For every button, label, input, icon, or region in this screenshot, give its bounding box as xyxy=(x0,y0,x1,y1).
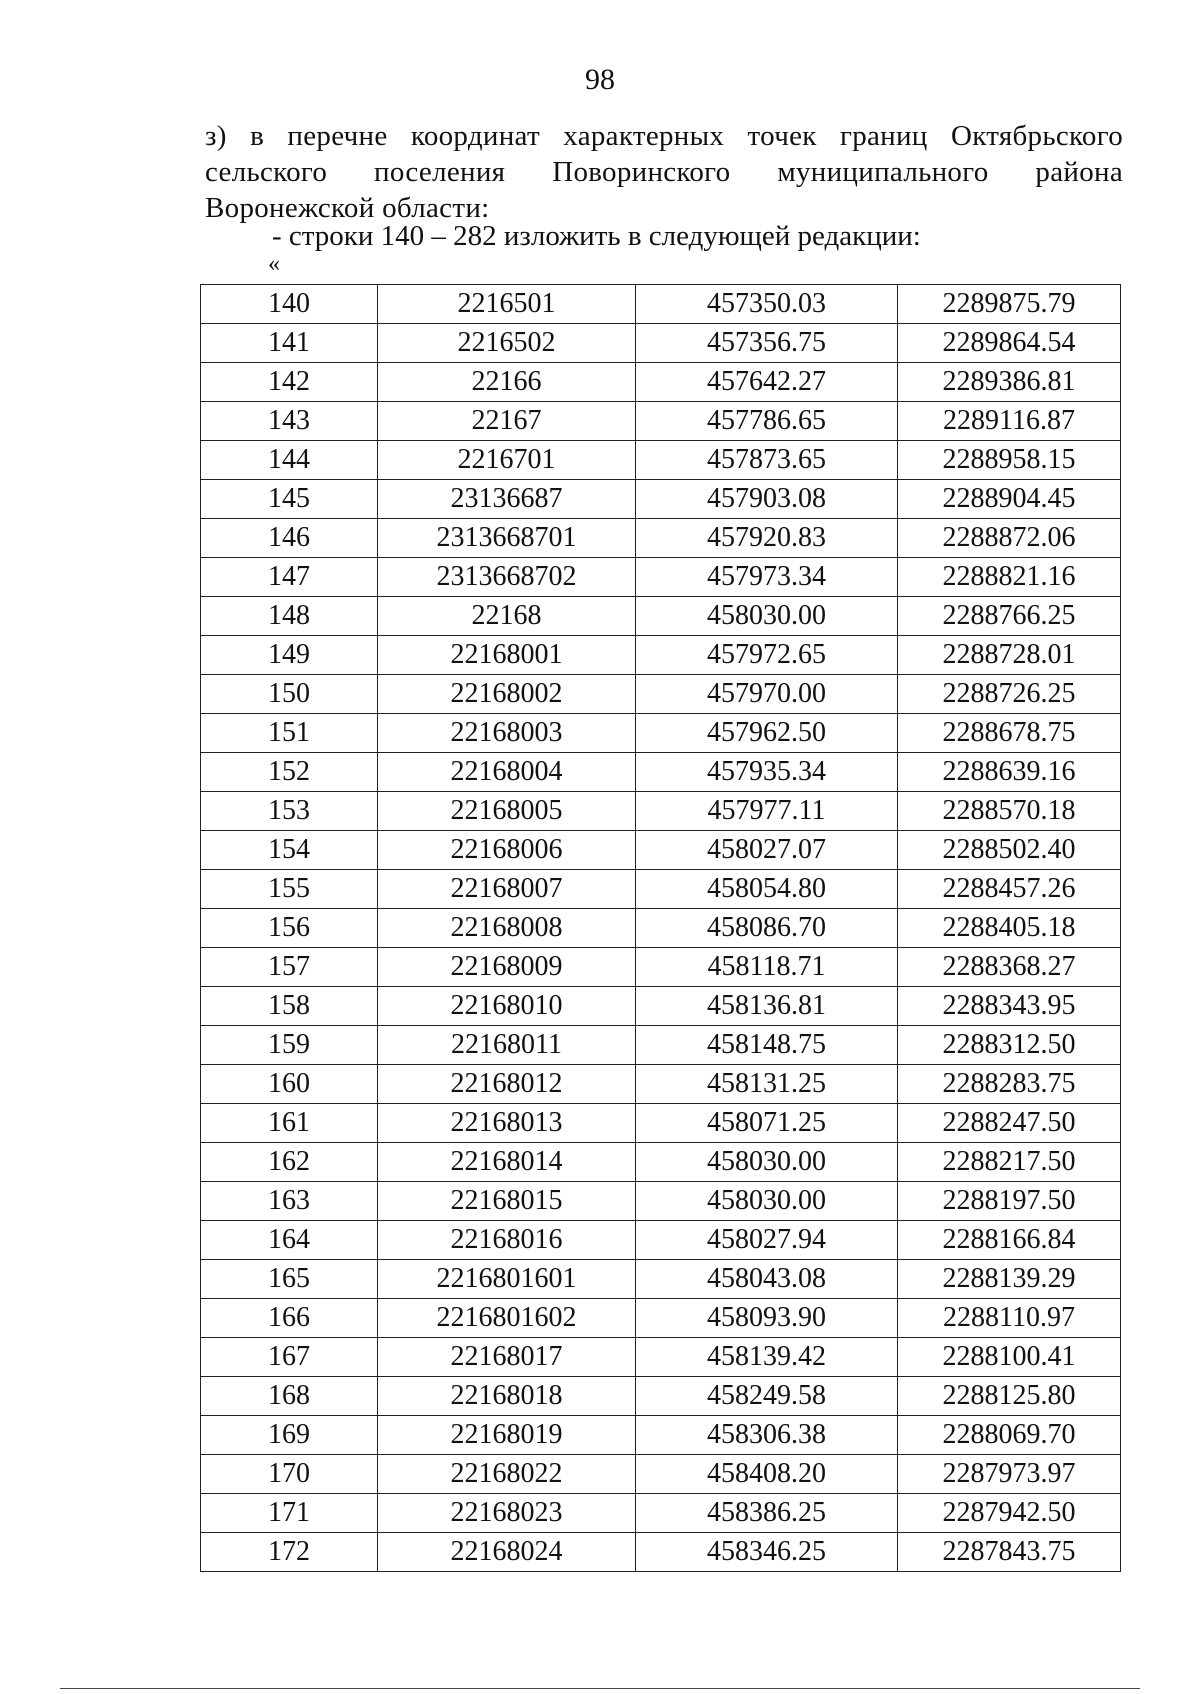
table-row xyxy=(201,1377,1121,1416)
row-number-cell: 165 xyxy=(201,1260,378,1299)
row-number-cell: 149 xyxy=(201,636,378,675)
x-coordinate-cell: 457903.08 xyxy=(636,480,898,519)
point-id-cell: 2313668702 xyxy=(378,558,636,597)
row-number-cell: 166 xyxy=(201,1299,378,1338)
row-number-cell: 143 xyxy=(201,402,378,441)
y-coordinate-cell: 2288502.40 xyxy=(898,831,1121,870)
row-number-cell: 151 xyxy=(201,714,378,753)
point-id-cell: 2216801601 xyxy=(378,1260,636,1299)
x-coordinate-cell: 458139.42 xyxy=(636,1338,898,1377)
x-coordinate-cell: 457973.34 xyxy=(636,558,898,597)
table-row xyxy=(201,402,1121,441)
y-coordinate-cell: 2287843.75 xyxy=(898,1533,1121,1572)
table-row xyxy=(201,285,1121,324)
x-coordinate-cell: 458249.58 xyxy=(636,1377,898,1416)
point-id-cell: 22168006 xyxy=(378,831,636,870)
x-coordinate-cell: 458346.25 xyxy=(636,1533,898,1572)
y-coordinate-cell: 2289116.87 xyxy=(898,402,1121,441)
row-number-cell: 162 xyxy=(201,1143,378,1182)
table-row xyxy=(201,1416,1121,1455)
y-coordinate-cell: 2288872.06 xyxy=(898,519,1121,558)
page-number: 98 xyxy=(585,63,615,96)
point-id-cell: 22168002 xyxy=(378,675,636,714)
table-row xyxy=(201,948,1121,987)
point-id-cell: 22168011 xyxy=(378,1026,636,1065)
point-id-cell: 2216502 xyxy=(378,324,636,363)
x-coordinate-cell: 457350.03 xyxy=(636,285,898,324)
x-coordinate-cell: 458030.00 xyxy=(636,1182,898,1221)
point-id-cell: 22168013 xyxy=(378,1104,636,1143)
x-coordinate-cell: 458043.08 xyxy=(636,1260,898,1299)
point-id-cell: 22168023 xyxy=(378,1494,636,1533)
row-number-cell: 145 xyxy=(201,480,378,519)
y-coordinate-cell: 2288125.80 xyxy=(898,1377,1121,1416)
row-number-cell: 158 xyxy=(201,987,378,1026)
y-coordinate-cell: 2288110.97 xyxy=(898,1299,1121,1338)
x-coordinate-cell: 458131.25 xyxy=(636,1065,898,1104)
table-row xyxy=(201,1299,1121,1338)
table-row xyxy=(201,753,1121,792)
y-coordinate-cell: 2288904.45 xyxy=(898,480,1121,519)
y-coordinate-cell: 2289386.81 xyxy=(898,363,1121,402)
row-number-cell: 147 xyxy=(201,558,378,597)
x-coordinate-cell: 458030.00 xyxy=(636,1143,898,1182)
y-coordinate-cell: 2288312.50 xyxy=(898,1026,1121,1065)
row-number-cell: 163 xyxy=(201,1182,378,1221)
row-number-cell: 160 xyxy=(201,1065,378,1104)
row-number-cell: 154 xyxy=(201,831,378,870)
y-coordinate-cell: 2288678.75 xyxy=(898,714,1121,753)
x-coordinate-cell: 458408.20 xyxy=(636,1455,898,1494)
y-coordinate-cell: 2288197.50 xyxy=(898,1182,1121,1221)
table-row xyxy=(201,1104,1121,1143)
x-coordinate-cell: 457873.65 xyxy=(636,441,898,480)
table-row xyxy=(201,558,1121,597)
point-id-cell: 22167 xyxy=(378,402,636,441)
x-coordinate-cell: 458071.25 xyxy=(636,1104,898,1143)
table-row xyxy=(201,519,1121,558)
table-row xyxy=(201,792,1121,831)
table-row xyxy=(201,1338,1121,1377)
table-row xyxy=(201,1182,1121,1221)
y-coordinate-cell: 2288726.25 xyxy=(898,675,1121,714)
point-id-cell: 22168007 xyxy=(378,870,636,909)
row-number-cell: 141 xyxy=(201,324,378,363)
x-coordinate-cell: 457920.83 xyxy=(636,519,898,558)
table-row xyxy=(201,1260,1121,1299)
row-number-cell: 159 xyxy=(201,1026,378,1065)
y-coordinate-cell: 2287973.97 xyxy=(898,1455,1121,1494)
table-row xyxy=(201,480,1121,519)
opening-quote-mark: « xyxy=(268,251,280,277)
row-number-cell: 172 xyxy=(201,1533,378,1572)
y-coordinate-cell: 2288343.95 xyxy=(898,987,1121,1026)
table-row xyxy=(201,1494,1121,1533)
y-coordinate-cell: 2288139.29 xyxy=(898,1260,1121,1299)
row-number-cell: 168 xyxy=(201,1377,378,1416)
point-id-cell: 22168015 xyxy=(378,1182,636,1221)
point-id-cell: 2216801602 xyxy=(378,1299,636,1338)
point-id-cell: 22168017 xyxy=(378,1338,636,1377)
y-coordinate-cell: 2289875.79 xyxy=(898,285,1121,324)
point-id-cell: 22168005 xyxy=(378,792,636,831)
x-coordinate-cell: 458148.75 xyxy=(636,1026,898,1065)
y-coordinate-cell: 2288247.50 xyxy=(898,1104,1121,1143)
point-id-cell: 22168008 xyxy=(378,909,636,948)
point-id-cell: 22168019 xyxy=(378,1416,636,1455)
row-number-cell: 153 xyxy=(201,792,378,831)
row-number-cell: 142 xyxy=(201,363,378,402)
point-id-cell: 22168022 xyxy=(378,1455,636,1494)
y-coordinate-cell: 2288217.50 xyxy=(898,1143,1121,1182)
point-id-cell: 22168024 xyxy=(378,1533,636,1572)
point-id-cell: 22168003 xyxy=(378,714,636,753)
x-coordinate-cell: 458027.07 xyxy=(636,831,898,870)
y-coordinate-cell: 2288958.15 xyxy=(898,441,1121,480)
row-number-cell: 152 xyxy=(201,753,378,792)
y-coordinate-cell: 2288100.41 xyxy=(898,1338,1121,1377)
point-id-cell: 22168 xyxy=(378,597,636,636)
x-coordinate-cell: 458086.70 xyxy=(636,909,898,948)
point-id-cell: 23136687 xyxy=(378,480,636,519)
x-coordinate-cell: 458030.00 xyxy=(636,597,898,636)
y-coordinate-cell: 2288283.75 xyxy=(898,1065,1121,1104)
row-number-cell: 164 xyxy=(201,1221,378,1260)
y-coordinate-cell: 2288405.18 xyxy=(898,909,1121,948)
row-number-cell: 146 xyxy=(201,519,378,558)
point-id-cell: 22168018 xyxy=(378,1377,636,1416)
x-coordinate-cell: 457935.34 xyxy=(636,753,898,792)
point-id-cell: 2216701 xyxy=(378,441,636,480)
y-coordinate-cell: 2287942.50 xyxy=(898,1494,1121,1533)
table-row xyxy=(201,1065,1121,1104)
y-coordinate-cell: 2288570.18 xyxy=(898,792,1121,831)
y-coordinate-cell: 2288639.16 xyxy=(898,753,1121,792)
point-id-cell: 22168001 xyxy=(378,636,636,675)
y-coordinate-cell: 2288368.27 xyxy=(898,948,1121,987)
table-row xyxy=(201,324,1121,363)
y-coordinate-cell: 2288728.01 xyxy=(898,636,1121,675)
intro-paragraph: з) в перечне координат характерных точек границ Октябрьского сельского поселения Поворинского муниципального района Воронежской области: xyxy=(205,120,1123,224)
y-coordinate-cell: 2288457.26 xyxy=(898,870,1121,909)
row-number-cell: 150 xyxy=(201,675,378,714)
point-id-cell: 22166 xyxy=(378,363,636,402)
x-coordinate-cell: 457642.27 xyxy=(636,363,898,402)
x-coordinate-cell: 458118.71 xyxy=(636,948,898,987)
point-id-cell: 22168016 xyxy=(378,1221,636,1260)
x-coordinate-cell: 458093.90 xyxy=(636,1299,898,1338)
row-number-cell: 171 xyxy=(201,1494,378,1533)
table-row xyxy=(201,909,1121,948)
table-row xyxy=(201,714,1121,753)
point-id-cell: 2216501 xyxy=(378,285,636,324)
x-coordinate-cell: 457356.75 xyxy=(636,324,898,363)
row-number-cell: 144 xyxy=(201,441,378,480)
table-row xyxy=(201,987,1121,1026)
coordinates-table xyxy=(200,284,1121,1572)
y-coordinate-cell: 2288166.84 xyxy=(898,1221,1121,1260)
point-id-cell: 2313668701 xyxy=(378,519,636,558)
y-coordinate-cell: 2288766.25 xyxy=(898,597,1121,636)
row-number-cell: 140 xyxy=(201,285,378,324)
y-coordinate-cell: 2288821.16 xyxy=(898,558,1121,597)
x-coordinate-cell: 457977.11 xyxy=(636,792,898,831)
x-coordinate-cell: 457962.50 xyxy=(636,714,898,753)
y-coordinate-cell: 2289864.54 xyxy=(898,324,1121,363)
x-coordinate-cell: 458027.94 xyxy=(636,1221,898,1260)
table-row xyxy=(201,1455,1121,1494)
row-number-cell: 157 xyxy=(201,948,378,987)
row-number-cell: 156 xyxy=(201,909,378,948)
coordinates-table-body xyxy=(201,285,1121,1572)
table-row xyxy=(201,831,1121,870)
x-coordinate-cell: 458386.25 xyxy=(636,1494,898,1533)
row-number-cell: 167 xyxy=(201,1338,378,1377)
table-row xyxy=(201,1026,1121,1065)
x-coordinate-cell: 458054.80 xyxy=(636,870,898,909)
x-coordinate-cell: 457970.00 xyxy=(636,675,898,714)
row-number-cell: 148 xyxy=(201,597,378,636)
table-row xyxy=(201,870,1121,909)
table-row xyxy=(201,1143,1121,1182)
point-id-cell: 22168004 xyxy=(378,753,636,792)
table-row xyxy=(201,636,1121,675)
table-row xyxy=(201,597,1121,636)
point-id-cell: 22168010 xyxy=(378,987,636,1026)
instruction-line: - строки 140 – 282 изложить в следующей редакции: xyxy=(272,220,921,252)
x-coordinate-cell: 458306.38 xyxy=(636,1416,898,1455)
bottom-edge-line xyxy=(60,1688,1140,1689)
y-coordinate-cell: 2288069.70 xyxy=(898,1416,1121,1455)
table-row xyxy=(201,1533,1121,1572)
table-row xyxy=(201,363,1121,402)
point-id-cell: 22168014 xyxy=(378,1143,636,1182)
x-coordinate-cell: 457786.65 xyxy=(636,402,898,441)
row-number-cell: 169 xyxy=(201,1416,378,1455)
point-id-cell: 22168009 xyxy=(378,948,636,987)
row-number-cell: 170 xyxy=(201,1455,378,1494)
x-coordinate-cell: 457972.65 xyxy=(636,636,898,675)
table-row xyxy=(201,675,1121,714)
point-id-cell: 22168012 xyxy=(378,1065,636,1104)
table-row xyxy=(201,1221,1121,1260)
row-number-cell: 161 xyxy=(201,1104,378,1143)
row-number-cell: 155 xyxy=(201,870,378,909)
table-row xyxy=(201,441,1121,480)
x-coordinate-cell: 458136.81 xyxy=(636,987,898,1026)
